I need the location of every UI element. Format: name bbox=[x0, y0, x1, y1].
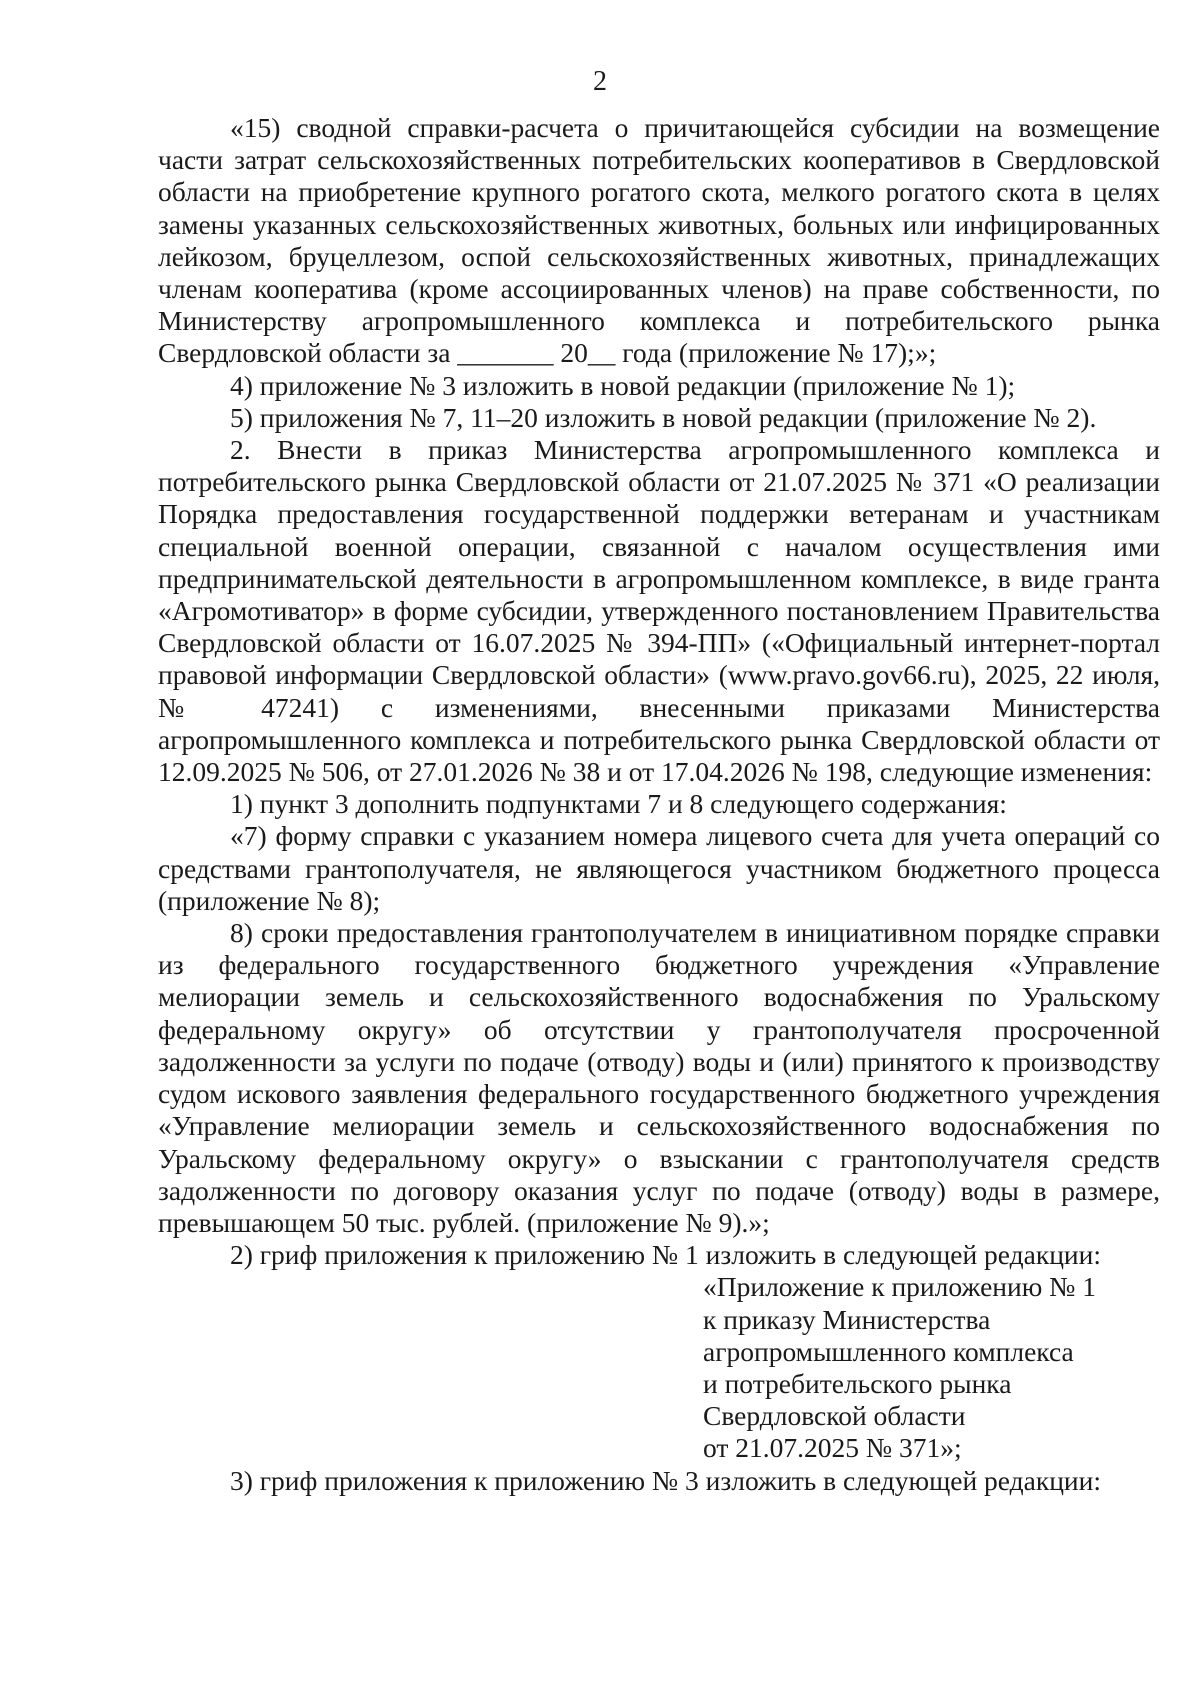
stamp-line: Свердловской области bbox=[703, 1400, 966, 1432]
document-body bbox=[158, 112, 1160, 1497]
paragraph-subitem-1: 1) пункт 3 дополнить подпунктами 7 и 8 следующего содержания: bbox=[230, 788, 1007, 820]
stamp-line: от 21.07.2025 № 371»; bbox=[703, 1432, 962, 1464]
page-number: 2 bbox=[593, 66, 607, 97]
stamp-line: «Приложение к приложению № 1 bbox=[703, 1271, 1096, 1303]
paragraph-subitem-2: 2) гриф приложения к приложению № 1 изложить в следующей редакции: bbox=[230, 1239, 1101, 1271]
paragraph-subitem-7: «7) форму справки с указанием номера лицевого счета для учета операций со средствами грантополучателя, не являющегося участником бюджетного процесса (приложение № 8); bbox=[158, 820, 1160, 916]
stamp-line: и потребительского рынка bbox=[703, 1367, 1012, 1399]
appendix-stamp bbox=[703, 1271, 1160, 1464]
stamp-line: агропромышленного комплекса bbox=[703, 1335, 1074, 1367]
paragraph-item-15: «15) сводной справки-расчета о причитающейся субсидии на возмещение части затрат сельскохозяйственных потребительских кооперативов в Свердловской области на приобретение крупного рогатого скота, мелкого рогатого скота в целях замены указанных сельскохозяйственных животных, больных или инфицированных лейкозом, бруцеллезом, оспой сельскохозяйственных животных, принадлежащих членам кооператива (кроме ассоциированных членов) на праве собственности, по Министерству агропромышленного комплекса и потребительского рынка Свердловской области за _______ 20__ года (приложение № 17);»; bbox=[158, 112, 1160, 369]
stamp-line: к приказу Министерства bbox=[703, 1303, 991, 1335]
paragraph-section-2: 2. Внести в приказ Министерства агропромышленного комплекса и потребительского рынка Свердловской области от 21.07.2025 № 371 «О реализации Порядка предоставления государственной поддержки ветеранам и участникам специальной военной операции, связанной с началом осуществления ими предпринимательской деятельности в агропромышленном комплексе, в виде гранта «Агромотиватор» в форме субсидии, утвержденного постановлением Правительства Свердловской области от 16.07.2025 № 394-ПП» («Официальный интернет-портал правовой информации Свердловской области» (www.pravo.gov66.ru), 2025, 22 июля, № 47241) с изменениями, внесенными приказами Министерства агропромышленного комплекса и потребительского рынка Свердловской области от 12.09.2025 № 506, от 27.01.2026 № 38 и от 17.04.2026 № 198, следующие изменения: bbox=[158, 434, 1160, 788]
paragraph-item-5: 5) приложения № 7, 11–20 изложить в новой редакции (приложение № 2). bbox=[230, 401, 1097, 433]
paragraph-subitem-3: 3) гриф приложения к приложению № 3 изложить в следующей редакции: bbox=[230, 1464, 1101, 1496]
paragraph-subitem-8: 8) сроки предоставления грантополучателем в инициативном порядке справки из федерального государственного бюджетного учреждения «Управление мелиорации земель и сельскохозяйственного водоснабжения по Уральскому федеральному округу» об отсутствии у грантополучателя просроченной задолженности за услуги по подаче (отводу) воды и (или) принятого к производству судом искового заявления федерального государственного бюджетного учреждения «Управление мелиорации земель и сельскохозяйственного водоснабжения по Уральскому федеральному округу» о взыскании с грантополучателя средств задолженности по договору оказания услуг по подаче (отводу) воды в размере, превышающем 50 тыс. рублей. (приложение № 9).»; bbox=[158, 917, 1160, 1238]
paragraph-item-4: 4) приложение № 3 изложить в новой редакции (приложение № 1); bbox=[230, 369, 1016, 401]
